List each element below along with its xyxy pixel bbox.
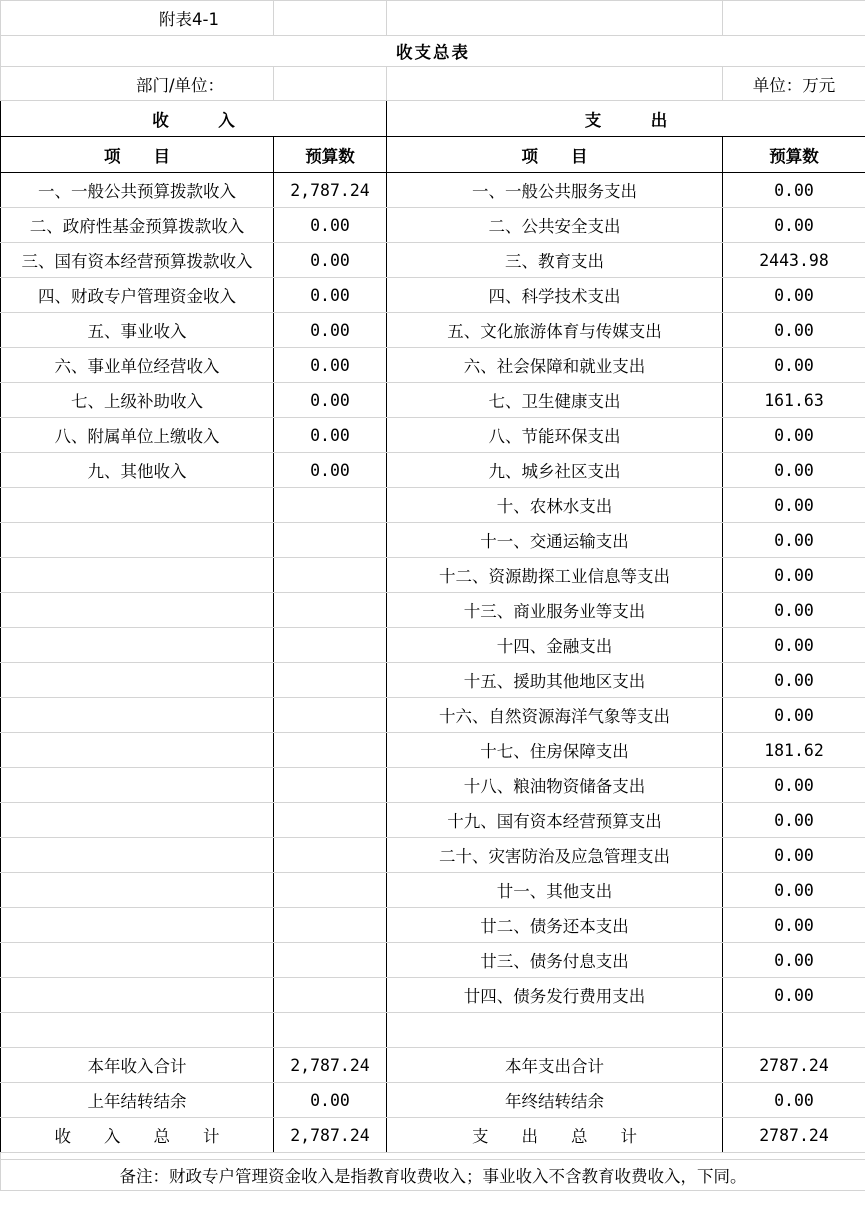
income-item-cell [1,873,274,908]
expense-item-cell: 十五、援助其他地区支出 [387,663,723,698]
expense-total-amount: 0.00 [723,1083,865,1118]
income-total-label: 收 入 总 计 [1,1118,274,1153]
annex-label: 附表4-1 [1,1,274,36]
income-amount-cell [274,628,387,663]
section-header-row [1,101,865,137]
blank-row [1,1013,865,1048]
income-amount-cell: 0.00 [274,243,387,278]
income-item-cell [1,663,274,698]
expense-item-cell: 廿一、其他支出 [387,873,723,908]
income-item-cell: 一、一般公共预算拨款收入 [1,173,274,208]
table-row [1,348,865,383]
blank-cell [387,1013,723,1048]
table-row [1,698,865,733]
expense-total-label: 年终结转结余 [387,1083,723,1118]
expense-amount-cell: 0.00 [723,978,865,1013]
expense-item-cell: 十八、粮油物资储备支出 [387,768,723,803]
income-item-cell [1,628,274,663]
table-row [1,173,865,208]
expense-amount-cell: 0.00 [723,173,865,208]
income-amount-cell [274,943,387,978]
income-amount-cell: 2,787.24 [274,173,387,208]
expense-amount-cell: 161.63 [723,383,865,418]
income-budget-header: 预算数 [274,137,387,173]
expense-amount-cell: 0.00 [723,803,865,838]
income-amount-cell [274,873,387,908]
expense-item-cell: 十一、交通运输支出 [387,523,723,558]
income-amount-cell [274,978,387,1013]
income-total-label: 上年结转结余 [1,1083,274,1118]
expense-item-cell: 二十、灾害防治及应急管理支出 [387,838,723,873]
income-item-cell [1,488,274,523]
expense-amount-cell: 0.00 [723,908,865,943]
income-amount-cell [274,593,387,628]
income-total-amount: 2,787.24 [274,1118,387,1153]
expense-amount-cell: 0.00 [723,663,865,698]
income-amount-cell [274,558,387,593]
table-row [1,593,865,628]
income-amount-cell: 0.00 [274,453,387,488]
income-item-cell: 五、事业收入 [1,313,274,348]
table-row [1,768,865,803]
blank-cell [1,1013,274,1048]
table-row [1,943,865,978]
annex-row [1,1,865,36]
expense-amount-cell: 0.00 [723,873,865,908]
income-amount-cell: 0.00 [274,278,387,313]
income-item-cell [1,558,274,593]
income-amount-cell: 0.00 [274,383,387,418]
expense-item-cell: 一、一般公共服务支出 [387,173,723,208]
spacer-cell [1,1153,865,1160]
income-item-cell: 二、政府性基金预算拨款收入 [1,208,274,243]
expense-item-cell: 八、节能环保支出 [387,418,723,453]
expense-item-cell: 六、社会保障和就业支出 [387,348,723,383]
table-row [1,803,865,838]
income-item-cell [1,733,274,768]
income-total-label: 本年收入合计 [1,1048,274,1083]
income-item-cell [1,943,274,978]
dept-label: 部门/单位： [1,67,274,101]
expense-amount-cell: 0.00 [723,593,865,628]
expense-budget-header: 预算数 [723,137,865,173]
table-row [1,908,865,943]
expense-section-header: 支 出 [387,101,865,137]
table-row [1,873,865,908]
blank-cell [723,1013,865,1048]
page-title: 收支总表 [1,36,865,67]
expense-item-cell: 廿三、债务付息支出 [387,943,723,978]
income-item-header: 项 目 [1,137,274,173]
table-row [1,558,865,593]
income-amount-cell: 0.00 [274,348,387,383]
expense-amount-cell: 0.00 [723,208,865,243]
income-amount-cell: 0.00 [274,418,387,453]
blank-cell [274,1013,387,1048]
unit-row [1,67,865,101]
expense-amount-cell: 181.62 [723,733,865,768]
table-row [1,523,865,558]
expense-item-cell: 十九、国有资本经营预算支出 [387,803,723,838]
expense-item-cell: 三、教育支出 [387,243,723,278]
expense-total-label: 支 出 总 计 [387,1118,723,1153]
expense-amount-cell: 0.00 [723,768,865,803]
note-row [1,1160,865,1191]
income-amount-cell [274,908,387,943]
income-item-cell [1,838,274,873]
income-item-cell: 三、国有资本经营预算拨款收入 [1,243,274,278]
expense-total-amount: 2787.24 [723,1118,865,1153]
expense-amount-cell: 0.00 [723,698,865,733]
income-amount-cell [274,733,387,768]
table-row [1,208,865,243]
income-section-header: 收 入 [1,101,387,137]
income-item-cell [1,698,274,733]
income-item-cell [1,908,274,943]
table-row [1,418,865,453]
table-row [1,978,865,1013]
expense-total-label: 本年支出合计 [387,1048,723,1083]
income-item-cell: 七、上级补助收入 [1,383,274,418]
income-item-cell [1,978,274,1013]
expense-amount-cell: 0.00 [723,523,865,558]
income-item-cell [1,523,274,558]
table-row [1,313,865,348]
table-row [1,383,865,418]
expense-item-cell: 十二、资源勘探工业信息等支出 [387,558,723,593]
income-amount-cell: 0.00 [274,208,387,243]
expense-item-cell: 七、卫生健康支出 [387,383,723,418]
table-row [1,243,865,278]
expense-item-cell: 二、公共安全支出 [387,208,723,243]
income-item-cell: 六、事业单位经营收入 [1,348,274,383]
expense-item-cell: 廿四、债务发行费用支出 [387,978,723,1013]
unit-label: 单位：万元 [723,67,865,101]
expense-amount-cell: 2443.98 [723,243,865,278]
income-amount-cell [274,838,387,873]
table-row [1,628,865,663]
expense-item-cell: 十四、金融支出 [387,628,723,663]
income-amount-cell [274,488,387,523]
table-row [1,488,865,523]
expense-amount-cell: 0.00 [723,943,865,978]
income-item-cell [1,593,274,628]
expense-item-cell: 十六、自然资源海洋气象等支出 [387,698,723,733]
column-header-row [1,137,865,173]
income-item-cell: 八、附属单位上缴收入 [1,418,274,453]
income-amount-cell [274,803,387,838]
income-item-cell [1,768,274,803]
expense-item-cell: 廿二、债务还本支出 [387,908,723,943]
expense-item-cell: 十、农林水支出 [387,488,723,523]
income-amount-cell [274,523,387,558]
expense-item-cell: 五、文化旅游体育与传媒支出 [387,313,723,348]
expense-total-amount: 2787.24 [723,1048,865,1083]
income-item-cell: 九、其他收入 [1,453,274,488]
table-row [1,733,865,768]
table-row [1,453,865,488]
income-amount-cell: 0.00 [274,313,387,348]
expense-amount-cell: 0.00 [723,278,865,313]
expense-amount-cell: 0.00 [723,838,865,873]
income-amount-cell [274,698,387,733]
expense-amount-cell: 0.00 [723,418,865,453]
expense-amount-cell: 0.00 [723,453,865,488]
income-total-amount: 0.00 [274,1083,387,1118]
totals-row [1,1048,865,1083]
expense-amount-cell: 0.00 [723,348,865,383]
expense-item-cell: 九、城乡社区支出 [387,453,723,488]
income-amount-cell [274,663,387,698]
table-row [1,278,865,313]
totals-row [1,1118,865,1153]
expense-item-cell: 四、科学技术支出 [387,278,723,313]
spacer-row [1,1153,865,1160]
expense-item-cell: 十三、商业服务业等支出 [387,593,723,628]
expense-amount-cell: 0.00 [723,628,865,663]
expense-item-header: 项 目 [387,137,723,173]
income-item-cell [1,803,274,838]
table-row [1,838,865,873]
title-row [1,36,865,67]
totals-row [1,1083,865,1118]
expense-item-cell: 十七、住房保障支出 [387,733,723,768]
income-item-cell: 四、财政专户管理资金收入 [1,278,274,313]
expense-amount-cell: 0.00 [723,558,865,593]
expense-amount-cell: 0.00 [723,313,865,348]
table-row [1,663,865,698]
income-total-amount: 2,787.24 [274,1048,387,1083]
footnote: 备注：财政专户管理资金收入是指教育收费收入；事业收入不含教育收费收入，下同。 [1,1160,865,1191]
income-amount-cell [274,768,387,803]
expense-amount-cell: 0.00 [723,488,865,523]
